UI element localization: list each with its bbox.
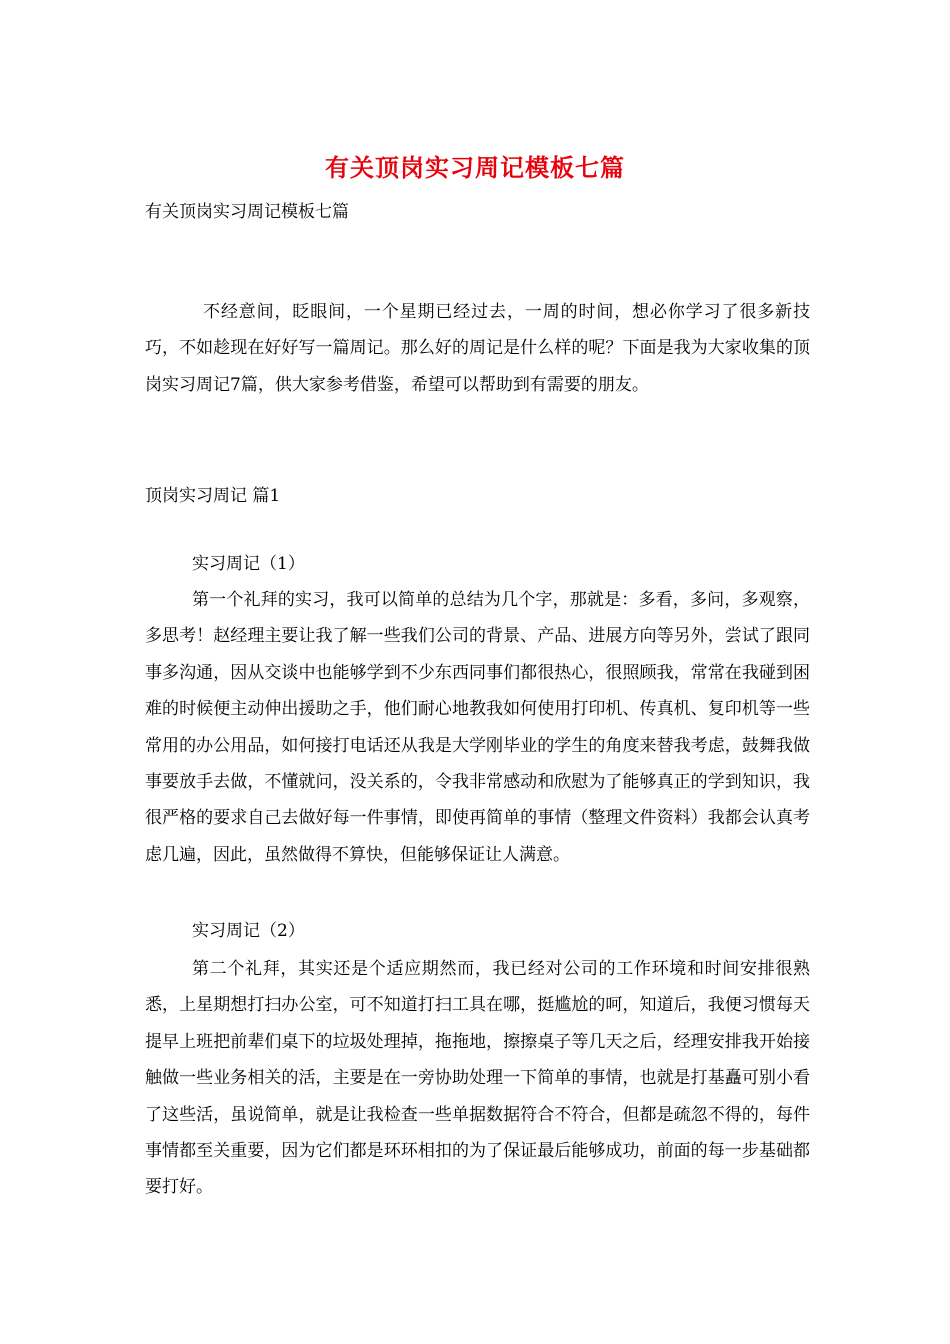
document-subtitle: 有关顶岗实习周记模板七篇 (145, 202, 349, 222)
entry-body-1: 第一个礼拜的实习，我可以简单的总结为几个字，那就是：多看，多问，多观察，多思考！赵经理主要让我了解一些我们公司的背景、产品、进展方向等另外，尝试了跟同事多沟通，因从交谈中也能够学到不少东西同事们都很热心，很照顾我，常常在我碰到困难的时候便主动伸出援助之手，他们耐心地教我如何使用打印机、传真机、复印机等一些常用的办公用品，如何接打电话还从我是大学刚毕业的学生的角度来替我考虑，鼓舞我做事要放手去做，不懂就问，没关系的，令我非常感动和欣慰为了能够真正的学到知识，我很严格的要求自己去做好每一件事情，即使再简单的事情（整理文件资料）我都会认真考虑几遍，因此，虽然做得不算快，但能够保证让人满意。 (145, 590, 810, 865)
document-title: 有关顶岗实习周记模板七篇 (325, 153, 625, 182)
entry-body-2: 第二个礼拜，其实还是个适应期然而，我已经对公司的工作环境和时间安排很熟悉，上星期想打扫办公室，可不知道打扫工具在哪，挺尴尬的呵，知道后，我便习惯每天提早上班把前辈们桌下的垃圾处理掉，拖拖地，擦擦桌子等几天之后，经理安排我开始接触做一些业务相关的活，主要是在一旁协助处理一下简单的事情，也就是打基矗可别小看了这些活，虽说简单，就是让我检查一些单据数据符合不符合，但都是疏忽不得的，每件事情都至关重要，因为它们都是环环相扣的为了保证最后能够成功，前面的每一步基础都要打好。 (145, 959, 810, 1198)
intro-paragraph: 不经意间，眨眼间，一个星期已经过去，一周的时间，想必你学习了很多新技巧，不如趁现在好好写一篇周记。那么好的周记是什么样的呢？下面是我为大家收集的顶岗实习周记7篇，供大家参考借鉴，希望可以帮助到有需要的朋友。 (145, 302, 810, 395)
entry-heading-1: 实习周记（1） (192, 554, 305, 574)
entry-heading-2: 实习周记（2） (192, 921, 305, 941)
section-heading: 顶岗实习周记 篇1 (145, 486, 281, 506)
